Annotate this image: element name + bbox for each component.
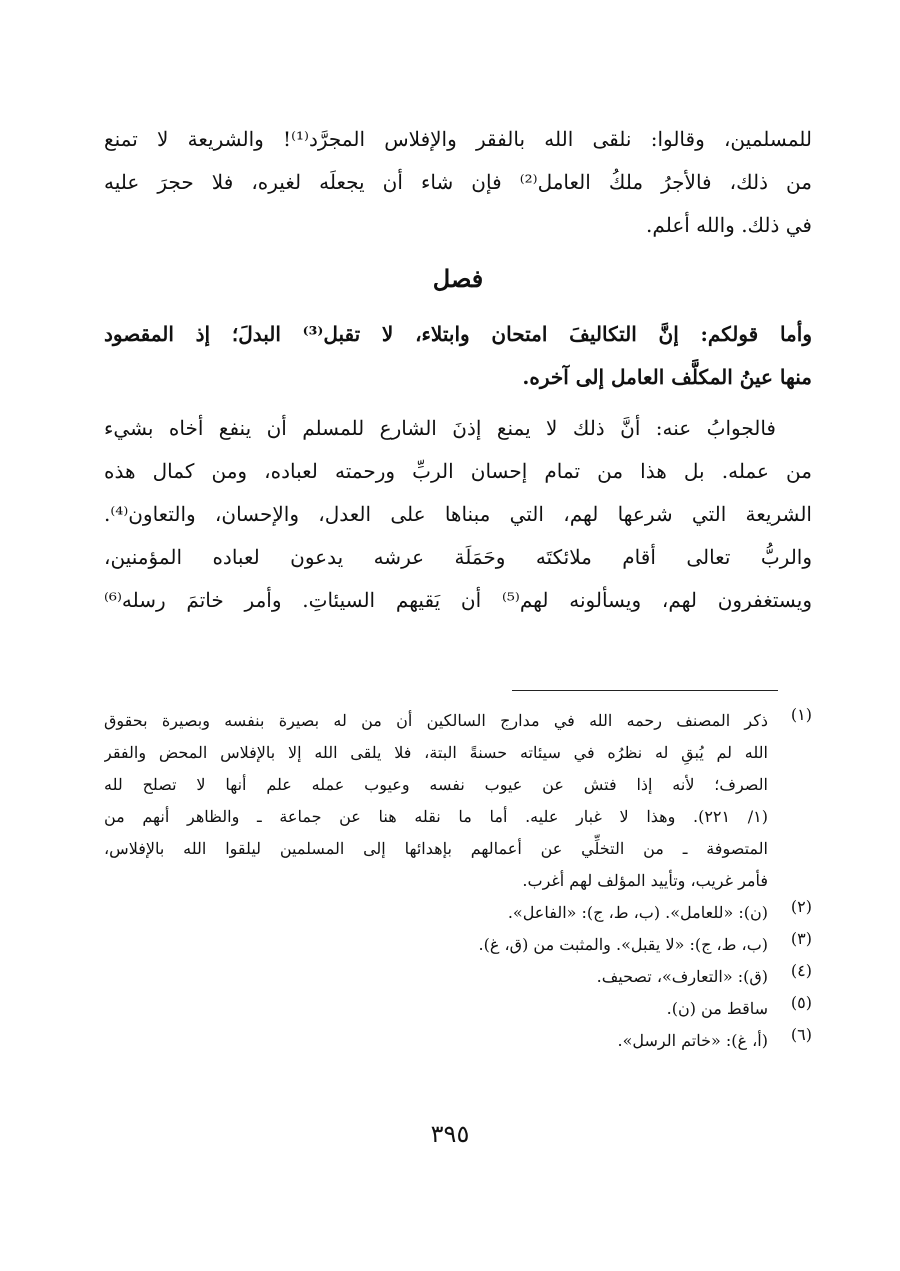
text-line: وأما قولكم: إنَّ التكاليفَ امتحان وابتلاء، لا تقبل⁽³⁾ البدلَ؛ إذ المقصود <box>104 322 812 346</box>
text-line: في ذلك. والله أعلم. <box>646 213 812 237</box>
footnote-number: (٢) <box>790 897 812 916</box>
footnote-line: ذكر المصنف رحمه الله في مدارج السالكين أن من له بصيرة بنفسه وبصيرة بحقوق <box>104 711 768 730</box>
text-line: من عمله. بل هذا من تمام إحسان الربِّ ورحمته لعباده، ومن كمال هذه <box>104 459 812 483</box>
footnote-line: الصرف؛ لأنه إذا فتش عن عيوب نفسه وعيوب عمله علم أنها لا تصلح لله <box>104 775 768 794</box>
paragraph-3 <box>104 407 812 622</box>
footnote-5 <box>104 993 812 1025</box>
text-line: منها عينُ المكلَّف العامل إلى آخره. <box>522 365 812 389</box>
footnote-1 <box>104 705 812 897</box>
footnote-6 <box>104 1025 812 1057</box>
text-line: فالجوابُ عنه: أنَّ ذلك لا يمنع إذنَ الشارع للمسلم أن ينفع أخاه بشيء <box>104 416 776 440</box>
footnote-number: (٣) <box>790 929 812 948</box>
footnote-number: (٥) <box>790 993 812 1012</box>
text-line: والربُّ تعالى أقام ملائكتَه وحَمَلَة عرشه يدعون لعباده المؤمنين، <box>104 545 812 569</box>
footnotes <box>104 705 812 1057</box>
footnote-line: ساقط من (ن). <box>666 999 768 1018</box>
footnote-line: الله لم يُبقِ له نظرُه في سيئاته حسنةً البتة، فلا يلقى الله إلا بالإفلاس المحض والفقر <box>104 743 768 762</box>
footnote-number: (٦) <box>790 1025 812 1044</box>
footnote-line: (ب، ط، ج): «لا يقبل». والمثبت من (ق، غ). <box>478 935 768 954</box>
footnote-line: (١/ ٢٢١). وهذا لا غبار عليه. أما ما نقله هنا عن جماعة ـ والظاهر أنهم من <box>104 807 768 826</box>
footnote-line: (أ، غ): «خاتم الرسل». <box>617 1031 768 1050</box>
text-line: الشريعة التي شرعها لهم، التي مبناها على العدل، والإحسان، والتعاون⁽⁴⁾. <box>104 502 812 526</box>
section-heading: فصل <box>432 264 484 293</box>
page-number: ٣٩٥ <box>430 1120 470 1148</box>
text-line: ويستغفرون لهم، ويسألونه لهم⁽⁵⁾ أن يَقيهم السيئاتِ. وأمر خاتمَ رسله⁽⁶⁾ <box>104 588 812 612</box>
footnote-line: فأمر غريب، وتأييد المؤلف لهم أغرب. <box>522 871 768 890</box>
footnote-3 <box>104 929 812 961</box>
footnote-line: (ن): «للعامل». (ب، ط، ج): «الفاعل». <box>507 903 768 922</box>
footnote-number: (٤) <box>790 961 812 980</box>
paragraph-1 <box>104 118 812 247</box>
footnote-2 <box>104 897 812 929</box>
footnote-4 <box>104 961 812 993</box>
footnote-line: (ق): «التعارف»، تصحيف. <box>596 967 768 986</box>
text-line: للمسلمين، وقالوا: نلقى الله بالفقر والإفلاس المجرَّد⁽¹⁾! والشريعة لا تمنع <box>104 127 812 151</box>
main-text <box>104 118 812 622</box>
footnote-line: المتصوفة ـ من التخلِّي عن أعمالهم بإهدائها إلى المسلمين ليلقوا الله بالإفلاس، <box>104 839 768 858</box>
footnote-number: (١) <box>790 705 812 724</box>
text-line: من ذلك، فالأجرُ ملكُ العامل⁽²⁾ فإن شاء أن يجعلَه لغيره، فلا حجرَ عليه <box>104 170 812 194</box>
paragraph-2 <box>104 313 812 399</box>
footnote-separator <box>512 690 778 691</box>
